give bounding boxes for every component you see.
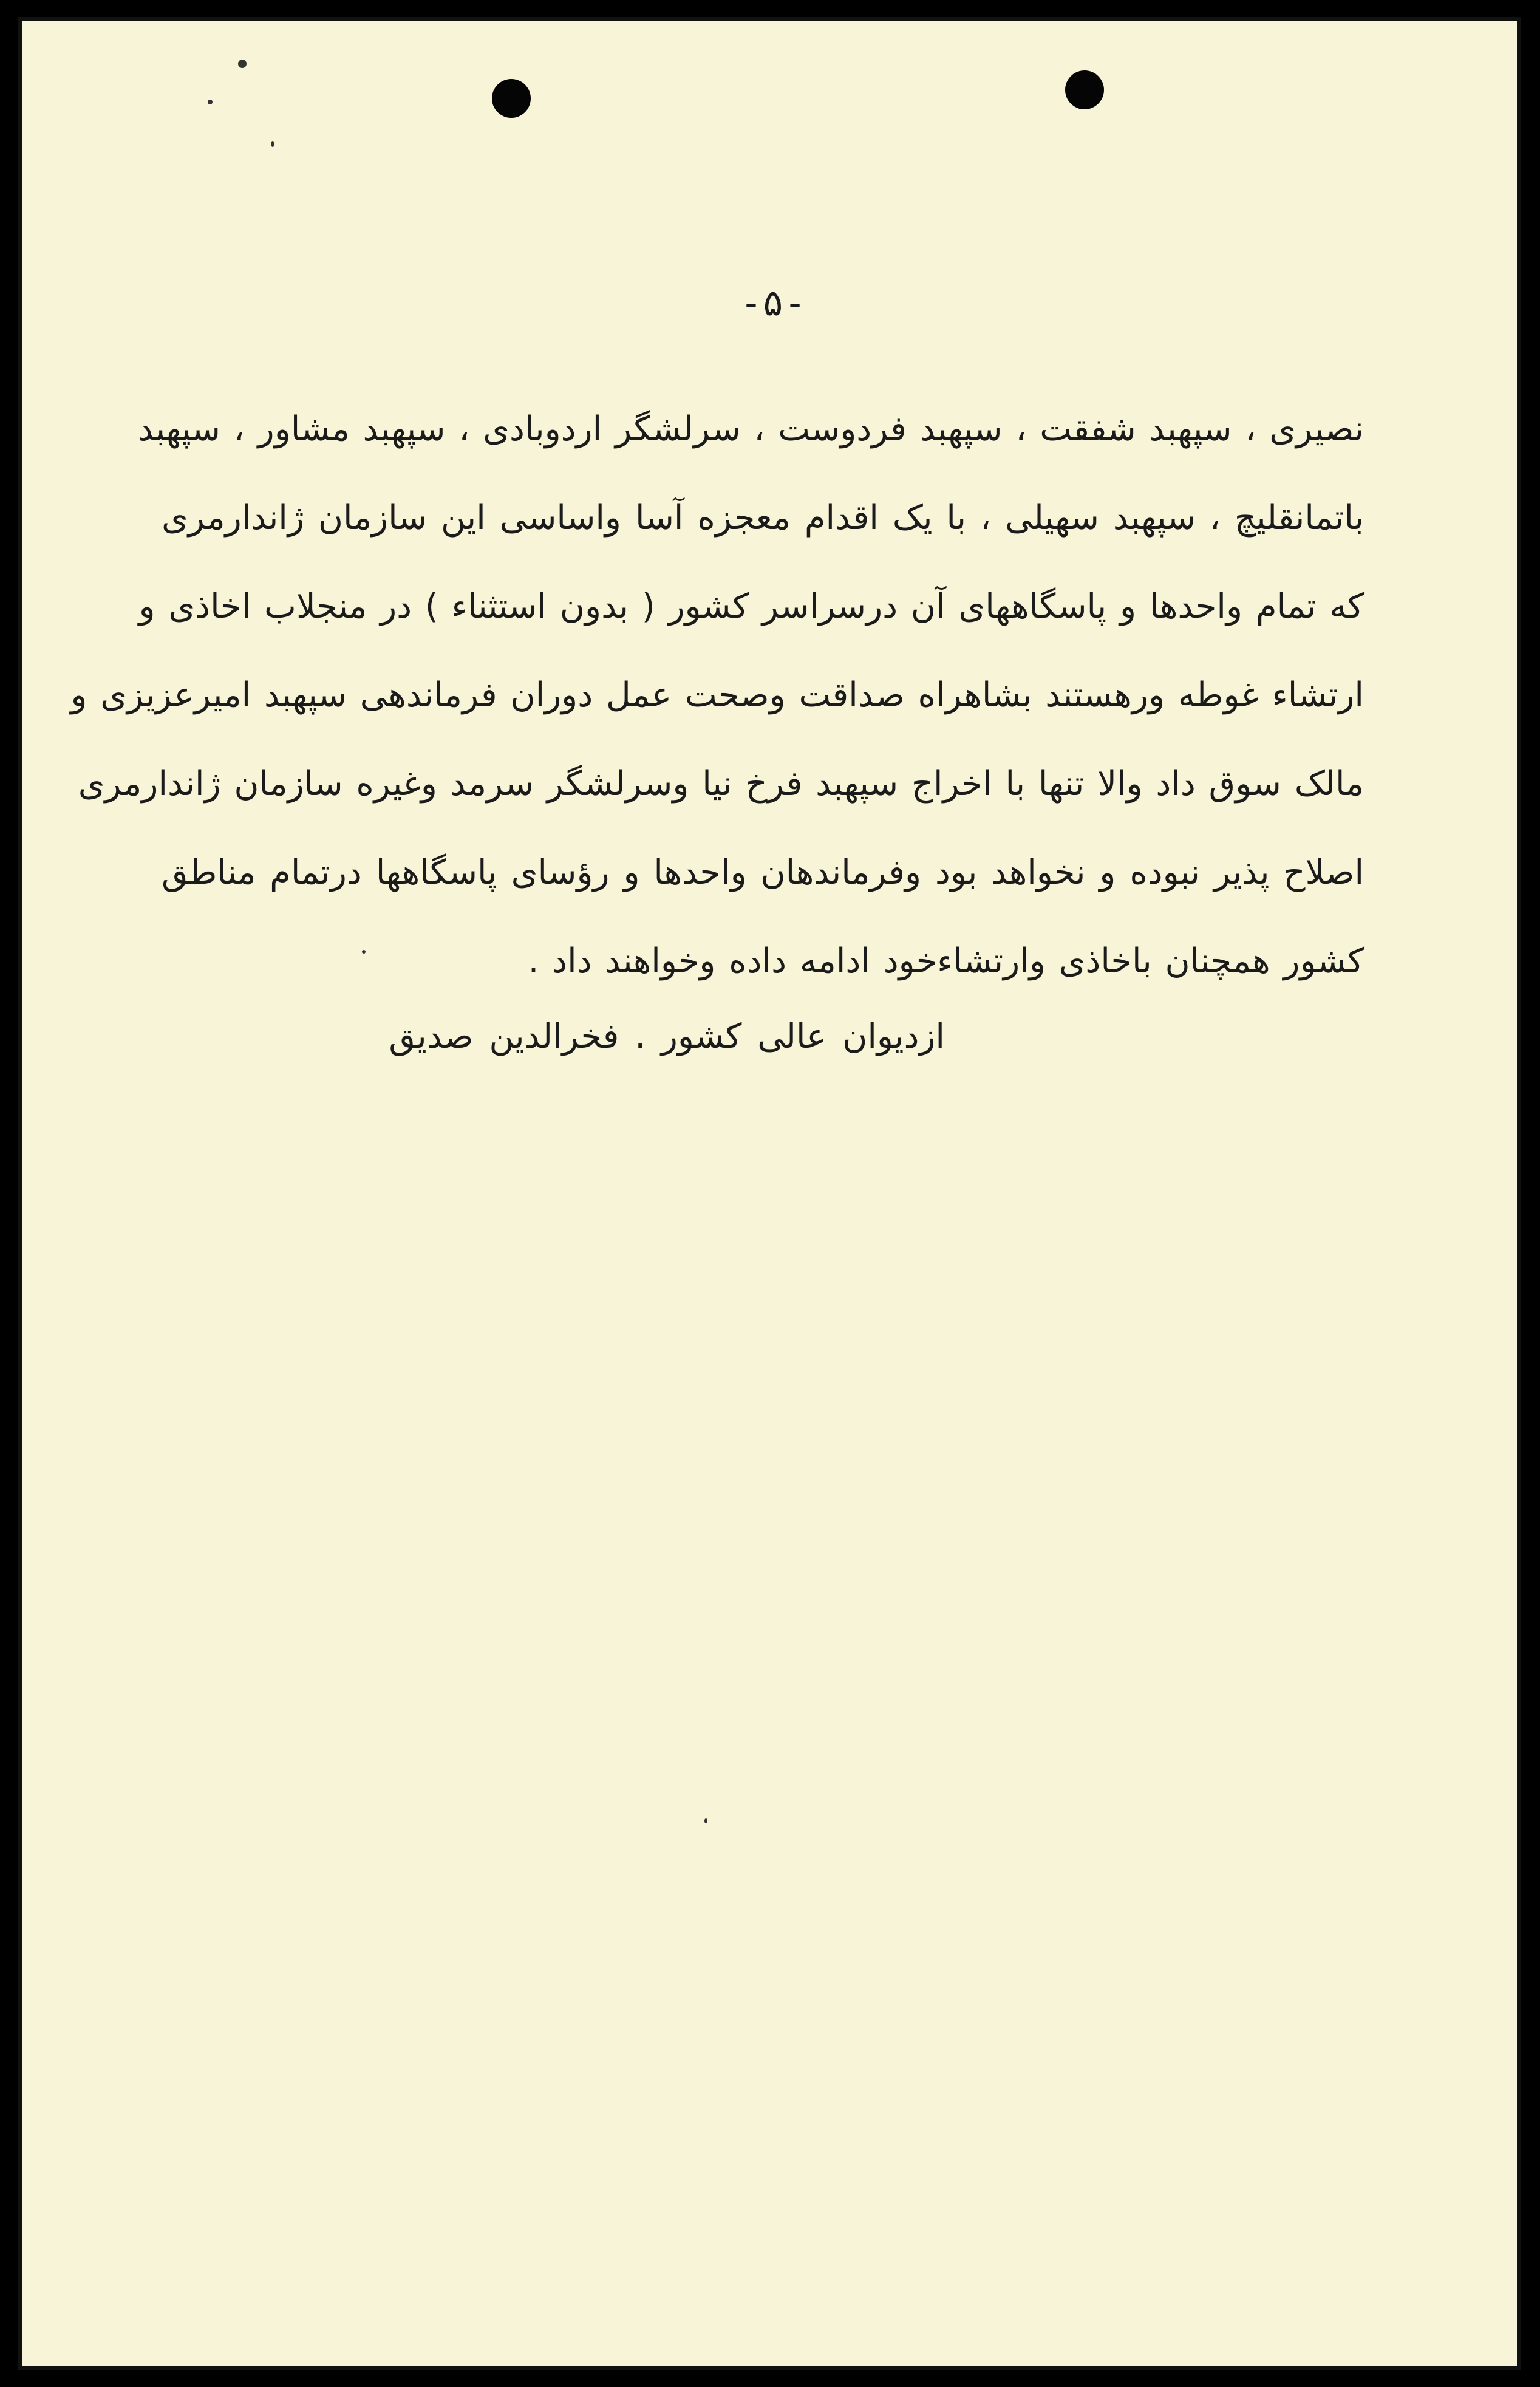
paper-speck	[271, 141, 274, 147]
body-line: که تمام واحدها و پاسگاههای آن درسراسر کشور ( بدون استثناء ) در منجلاب اخاذی و	[138, 587, 1364, 626]
paper-speck	[704, 1818, 707, 1823]
punch-hole-left	[492, 79, 531, 118]
paper-speck	[208, 100, 213, 104]
body-line: اصلاح پذیر نبوده و نخواهد بود وفرماندهان واحدها و رؤسای پاسگاهها درتمام مناطق	[162, 853, 1364, 892]
paper-speck	[238, 60, 247, 68]
signature-line: ازدیوان عالی کشور . فخرالدین صدیق	[389, 1017, 945, 1056]
body-line: ارتشاء غوطه ورهستند بشاهراه صداقت وصحت عمل دوران فرماندهی سپهبد امیرعزیزی و	[70, 675, 1364, 715]
body-line: باتمانقلیچ ، سپهبد سهیلی ، با یک اقدام معجزه آسا واساسی این سازمان ژاندارمری	[162, 498, 1364, 538]
body-line: کشور همچنان باخاذی وارتشاءخود ادامه داده وخواهند داد .	[528, 941, 1364, 981]
page-number: -۵-	[740, 282, 806, 324]
letter-body	[70, 385, 1364, 1006]
body-line: نصیری ، سپهبد شفقت ، سپهبد فردوست ، سرلشگر اردوبادی ، سپهبد مشاور ، سپهبد	[138, 409, 1364, 449]
body-line: مالک سوق داد والا تنها با اخراج سپهبد فرخ نیا وسرلشگر سرمد وغیره سازمان ژاندارمری	[78, 764, 1364, 804]
document-page	[18, 17, 1521, 2370]
punch-hole-right	[1065, 70, 1104, 109]
